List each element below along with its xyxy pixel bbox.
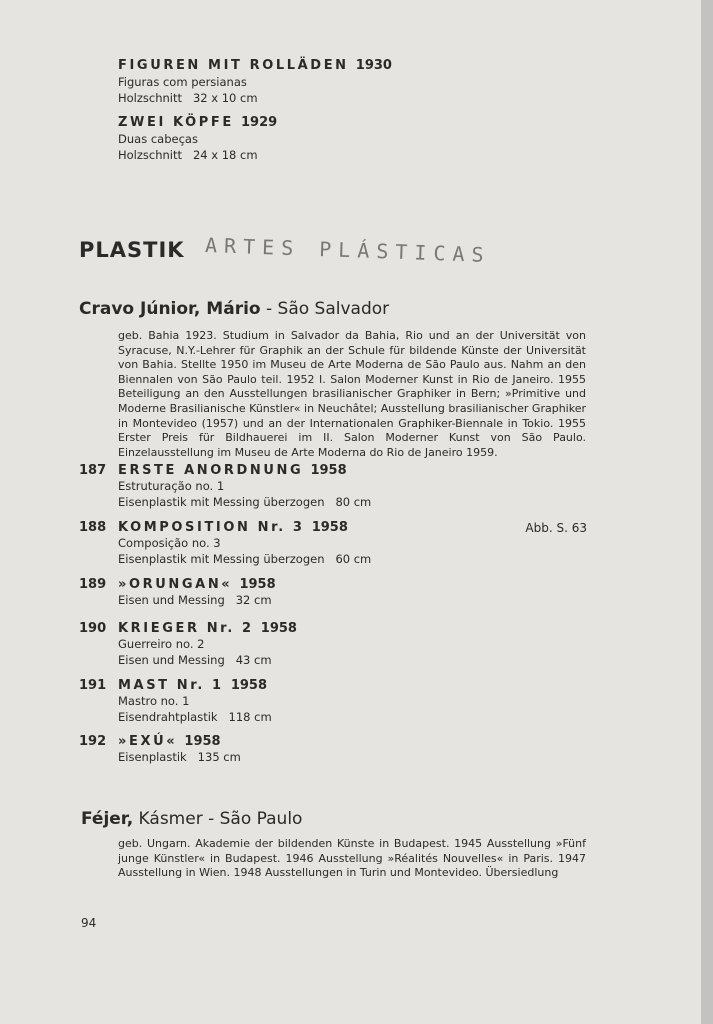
work-title: KRIEGER Nr. 2 [118,621,254,636]
work-title: ERSTE ANORDNUNG [118,463,304,478]
catalog-number: 187 [79,463,107,478]
artist-name: Féjer, [81,809,134,829]
artist-place: - São Salvador [260,299,390,319]
work-subtitle: Mastro no. 1 [118,694,190,708]
illustration-reference: Abb. S. 63 [525,521,587,535]
artist-heading [79,299,389,319]
work-details: Eisendrahtplastik 118 cm [118,710,272,724]
work-title: ZWEI KÖPFE [118,115,234,130]
work-details: Holzschnitt 32 x 10 cm [118,91,258,105]
artist-place: Kásmer - São Paulo [133,809,303,829]
work-year: 1958 [311,520,348,535]
work-subtitle: Figuras com persianas [118,75,247,89]
catalog-number: 192 [79,734,107,749]
work-year: 1958 [230,678,268,693]
work-title: MAST Nr. 1 [118,678,224,693]
work-details: Eisenplastik 135 cm [118,750,241,764]
work-year: 1930 [355,58,392,73]
work-year: 1958 [184,734,221,749]
work-details: Eisenplastik mit Messing überzogen 80 cm [118,495,372,509]
prev-work-1 [118,58,392,106]
page-number: 94 [81,916,97,930]
prev-work-2 [118,115,277,163]
work-title: »EXÚ« [118,734,178,749]
catalog-number: 188 [79,520,107,535]
artist-name: Cravo Júnior, Mário [79,299,261,319]
work-subtitle: Estruturação no. 1 [118,479,225,493]
catalog-number: 189 [79,577,107,592]
work-subtitle: Composição no. 3 [118,536,221,550]
handwritten-annotation: ARTES PLÁSTICAS [204,233,491,267]
work-subtitle: Duas cabeças [118,132,198,146]
work-title: »ORUNGAN« [118,577,233,592]
catalog-number: 190 [79,621,107,636]
work-title: FIGUREN MIT ROLLÄDEN [118,58,349,73]
work-year: 1958 [260,621,297,636]
artist-bio: geb. Bahia 1923. Studium in Salvador da Bahia, Rio und an der Universität von Syracuse, N.Y.-Lehrer für Graphik an der Schule für bildende Künste der Universität von Bahia. Stellte 1950 im Museu de Arte Moderna de São Paulo aus. Nahm an den Biennalen von São Paulo teil. 1952 I. Salon Moderner Kunst in Rio de Janeiro. 1955 Beteiligung an den Ausstellungen brasilianischer Graphiker in Bern; »Primitive und Moderne Brasilianische Künstler« in Neuchâtel; Ausstellung brasilianischer Graphiker in Montevideo (1957) und an der Internationalen Graphiker-Biennale in Tokio. 1955 Erster Preis für Bildhauerei im II. Salon Moderner Kunst von São Paulo. Einzelausstellung im Museu de Arte Moderna do Rio de Janeiro 1959. [118,329,586,459]
work-details: Eisen und Messing 32 cm [118,593,272,607]
section-heading: PLASTIK [79,238,185,262]
artist-heading [81,809,302,829]
work-title: KOMPOSITION Nr. 3 [118,520,305,535]
work-details: Eisenplastik mit Messing überzogen 60 cm [118,552,372,566]
work-year: 1929 [240,115,278,130]
work-year: 1958 [310,463,347,478]
work-details: Holzschnitt 24 x 18 cm [118,148,258,162]
work-year: 1958 [239,577,276,592]
work-subtitle: Guerreiro no. 2 [118,637,205,651]
catalog-number: 191 [79,678,107,693]
work-details: Eisen und Messing 43 cm [118,653,272,667]
artist-bio: geb. Ungarn. Akademie der bildenden Künste in Budapest. 1945 Ausstellung »Fünf junge Künstler« in Budapest. 1946 Ausstellung »Réalités Nouvelles« in Paris. 1947 Ausstellung in Wien. 1948 Ausstellungen in Turin und Montevideo. Übersiedlung [118,837,586,880]
